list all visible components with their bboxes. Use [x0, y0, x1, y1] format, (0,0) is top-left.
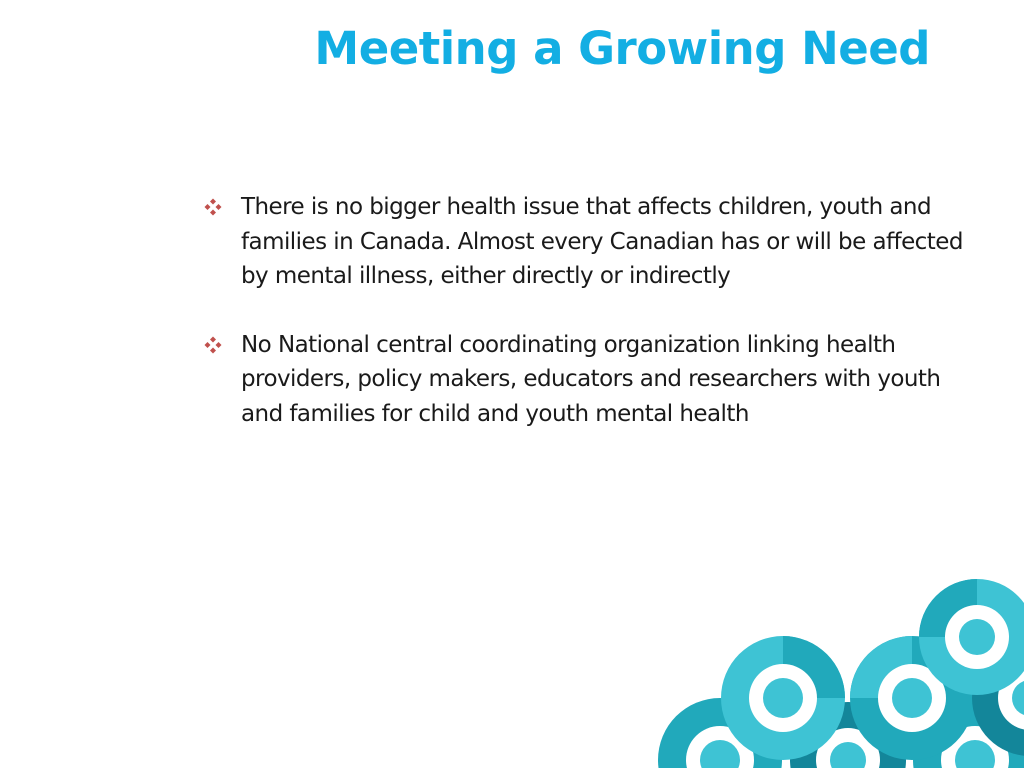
- bullet-text: No National central coordinating organization linking health providers, policy makers, educators and researchers with youth and families for child and youth mental health: [241, 331, 941, 427]
- bullet-text: There is no bigger health issue that affects children, youth and families in Canada. Almost every Canadian has or will be affected by mental illness, either directly or indirectly: [241, 194, 963, 289]
- ring-decoration: [721, 636, 845, 760]
- slide-title: Meeting a Growing Need: [314, 22, 930, 75]
